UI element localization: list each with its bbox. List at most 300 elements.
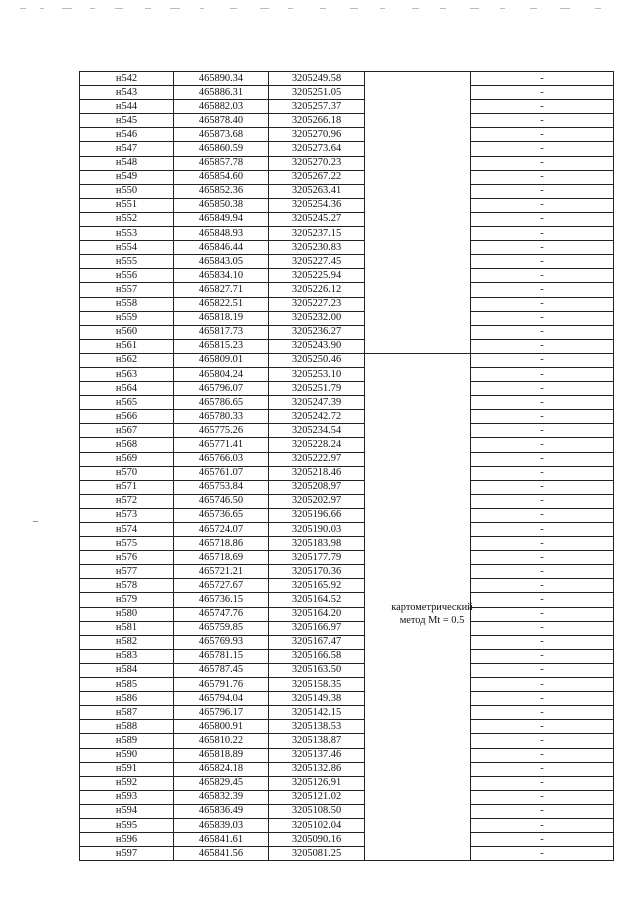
method-cell bbox=[365, 692, 471, 706]
y-coordinate-cell: 3205230.83 bbox=[269, 241, 365, 255]
note-cell: - bbox=[471, 198, 614, 212]
point-id-cell: н579 bbox=[80, 593, 174, 607]
method-cell bbox=[365, 241, 471, 255]
point-id-cell: н547 bbox=[80, 142, 174, 156]
method-cell bbox=[365, 184, 471, 198]
point-id-cell: н578 bbox=[80, 579, 174, 593]
y-coordinate-cell: 3205149.38 bbox=[269, 692, 365, 706]
table-row bbox=[80, 227, 614, 241]
table-row bbox=[80, 212, 614, 226]
note-cell: - bbox=[471, 396, 614, 410]
note-cell: - bbox=[471, 579, 614, 593]
y-coordinate-cell: 3205163.50 bbox=[269, 663, 365, 677]
note-cell: - bbox=[471, 748, 614, 762]
y-coordinate-cell: 3205254.36 bbox=[269, 198, 365, 212]
x-coordinate-cell: 465766.03 bbox=[174, 452, 269, 466]
point-id-cell: н576 bbox=[80, 551, 174, 565]
table-row bbox=[80, 748, 614, 762]
method-cell bbox=[365, 480, 471, 494]
scan-header-artifacts bbox=[20, 8, 620, 14]
point-id-cell: н557 bbox=[80, 283, 174, 297]
y-coordinate-cell: 3205138.53 bbox=[269, 720, 365, 734]
note-cell: - bbox=[471, 367, 614, 381]
table-row bbox=[80, 241, 614, 255]
x-coordinate-cell: 465786.65 bbox=[174, 396, 269, 410]
x-coordinate-cell: 465854.60 bbox=[174, 170, 269, 184]
x-coordinate-cell: 465818.89 bbox=[174, 748, 269, 762]
note-cell: - bbox=[471, 269, 614, 283]
method-cell bbox=[365, 523, 471, 537]
note-cell: - bbox=[471, 438, 614, 452]
x-coordinate-cell: 465860.59 bbox=[174, 142, 269, 156]
x-coordinate-cell: 465718.86 bbox=[174, 537, 269, 551]
note-cell: - bbox=[471, 593, 614, 607]
coordinates-table-body bbox=[80, 72, 614, 861]
table-row bbox=[80, 438, 614, 452]
method-cell bbox=[365, 635, 471, 649]
point-id-cell: н561 bbox=[80, 339, 174, 353]
y-coordinate-cell: 3205081.25 bbox=[269, 847, 365, 861]
y-coordinate-cell: 3205267.22 bbox=[269, 170, 365, 184]
table-row bbox=[80, 184, 614, 198]
method-cell bbox=[365, 114, 471, 128]
table-row bbox=[80, 410, 614, 424]
point-id-cell: н555 bbox=[80, 255, 174, 269]
y-coordinate-cell: 3205226.12 bbox=[269, 283, 365, 297]
point-id-cell: н553 bbox=[80, 227, 174, 241]
method-cell bbox=[365, 818, 471, 832]
table-row bbox=[80, 86, 614, 100]
note-cell: - bbox=[471, 86, 614, 100]
method-line-1: картометрический bbox=[391, 602, 473, 613]
x-coordinate-cell: 465846.44 bbox=[174, 241, 269, 255]
y-coordinate-cell: 3205249.58 bbox=[269, 72, 365, 86]
table-row bbox=[80, 706, 614, 720]
table-row bbox=[80, 325, 614, 339]
y-coordinate-cell: 3205227.23 bbox=[269, 297, 365, 311]
method-cell bbox=[365, 579, 471, 593]
table-row bbox=[80, 480, 614, 494]
table-row bbox=[80, 114, 614, 128]
note-cell: - bbox=[471, 621, 614, 635]
table-row bbox=[80, 847, 614, 861]
point-id-cell: н595 bbox=[80, 818, 174, 832]
method-cell bbox=[365, 438, 471, 452]
note-cell: - bbox=[471, 255, 614, 269]
x-coordinate-cell: 465817.73 bbox=[174, 325, 269, 339]
y-coordinate-cell: 3205138.87 bbox=[269, 734, 365, 748]
method-cell bbox=[365, 339, 471, 353]
method-cell bbox=[365, 311, 471, 325]
table-row bbox=[80, 466, 614, 480]
table-row bbox=[80, 142, 614, 156]
method-cell bbox=[365, 720, 471, 734]
point-id-cell: н554 bbox=[80, 241, 174, 255]
note-cell: - bbox=[471, 212, 614, 226]
note-cell: - bbox=[471, 565, 614, 579]
y-coordinate-cell: 3205170.36 bbox=[269, 565, 365, 579]
point-id-cell: н571 bbox=[80, 480, 174, 494]
x-coordinate-cell: 465727.67 bbox=[174, 579, 269, 593]
method-cell bbox=[365, 649, 471, 663]
point-id-cell: н594 bbox=[80, 804, 174, 818]
point-id-cell: н548 bbox=[80, 156, 174, 170]
y-coordinate-cell: 3205190.03 bbox=[269, 523, 365, 537]
point-id-cell: н581 bbox=[80, 621, 174, 635]
table-row bbox=[80, 269, 614, 283]
note-cell: - bbox=[471, 156, 614, 170]
point-id-cell: н558 bbox=[80, 297, 174, 311]
point-id-cell: н584 bbox=[80, 663, 174, 677]
y-coordinate-cell: 3205102.04 bbox=[269, 818, 365, 832]
y-coordinate-cell: 3205257.37 bbox=[269, 100, 365, 114]
x-coordinate-cell: 465882.03 bbox=[174, 100, 269, 114]
y-coordinate-cell: 3205121.02 bbox=[269, 790, 365, 804]
method-cell bbox=[365, 494, 471, 508]
point-id-cell: н590 bbox=[80, 748, 174, 762]
point-id-cell: н591 bbox=[80, 762, 174, 776]
point-id-cell: н565 bbox=[80, 396, 174, 410]
method-cell bbox=[365, 734, 471, 748]
note-cell: - bbox=[471, 480, 614, 494]
y-coordinate-cell: 3205165.92 bbox=[269, 579, 365, 593]
note-cell: - bbox=[471, 466, 614, 480]
y-coordinate-cell: 3205164.20 bbox=[269, 607, 365, 621]
y-coordinate-cell: 3205177.79 bbox=[269, 551, 365, 565]
x-coordinate-cell: 465818.19 bbox=[174, 311, 269, 325]
x-coordinate-cell: 465827.71 bbox=[174, 283, 269, 297]
note-cell: - bbox=[471, 410, 614, 424]
method-cell bbox=[365, 551, 471, 565]
table-row bbox=[80, 551, 614, 565]
method-cell bbox=[365, 297, 471, 311]
table-row bbox=[80, 156, 614, 170]
note-cell: - bbox=[471, 452, 614, 466]
note-cell: - bbox=[471, 353, 614, 367]
note-cell: - bbox=[471, 142, 614, 156]
note-cell: - bbox=[471, 790, 614, 804]
table-row bbox=[80, 339, 614, 353]
x-coordinate-cell: 465753.84 bbox=[174, 480, 269, 494]
table-row bbox=[80, 537, 614, 551]
point-id-cell: н567 bbox=[80, 424, 174, 438]
method-cell bbox=[365, 212, 471, 226]
point-id-cell: н559 bbox=[80, 311, 174, 325]
y-coordinate-cell: 3205164.52 bbox=[269, 593, 365, 607]
table-row bbox=[80, 311, 614, 325]
x-coordinate-cell: 465829.45 bbox=[174, 776, 269, 790]
method-cell bbox=[365, 466, 471, 480]
y-coordinate-cell: 3205196.66 bbox=[269, 508, 365, 522]
x-coordinate-cell: 465721.21 bbox=[174, 565, 269, 579]
point-id-cell: н583 bbox=[80, 649, 174, 663]
method-line-2: метод Mt = 0.5 bbox=[399, 615, 465, 626]
method-cell bbox=[365, 227, 471, 241]
table-row bbox=[80, 170, 614, 184]
note-cell: - bbox=[471, 635, 614, 649]
point-id-cell: н573 bbox=[80, 508, 174, 522]
method-cell bbox=[365, 678, 471, 692]
method-cell bbox=[365, 396, 471, 410]
method-cell bbox=[365, 382, 471, 396]
table-row bbox=[80, 72, 614, 86]
note-cell: - bbox=[471, 114, 614, 128]
note-cell: - bbox=[471, 170, 614, 184]
x-coordinate-cell: 465781.15 bbox=[174, 649, 269, 663]
note-cell: - bbox=[471, 847, 614, 861]
x-coordinate-cell: 465848.93 bbox=[174, 227, 269, 241]
x-coordinate-cell: 465886.31 bbox=[174, 86, 269, 100]
note-cell: - bbox=[471, 325, 614, 339]
y-coordinate-cell: 3205225.94 bbox=[269, 269, 365, 283]
note-cell: - bbox=[471, 100, 614, 114]
y-coordinate-cell: 3205270.23 bbox=[269, 156, 365, 170]
table-row bbox=[80, 297, 614, 311]
table-row bbox=[80, 833, 614, 847]
y-coordinate-cell: 3205090.16 bbox=[269, 833, 365, 847]
x-coordinate-cell: 465832.39 bbox=[174, 790, 269, 804]
x-coordinate-cell: 465736.65 bbox=[174, 508, 269, 522]
note-cell: - bbox=[471, 494, 614, 508]
note-cell: - bbox=[471, 227, 614, 241]
note-cell: - bbox=[471, 649, 614, 663]
point-id-cell: н596 bbox=[80, 833, 174, 847]
point-id-cell: н592 bbox=[80, 776, 174, 790]
y-coordinate-cell: 3205253.10 bbox=[269, 367, 365, 381]
method-cell bbox=[365, 198, 471, 212]
note-cell: - bbox=[471, 311, 614, 325]
table-row bbox=[80, 635, 614, 649]
point-id-cell: н586 bbox=[80, 692, 174, 706]
table-row bbox=[80, 579, 614, 593]
point-id-cell: н570 bbox=[80, 466, 174, 480]
method-cell bbox=[365, 748, 471, 762]
point-id-cell: н564 bbox=[80, 382, 174, 396]
x-coordinate-cell: 465810.22 bbox=[174, 734, 269, 748]
note-cell: - bbox=[471, 128, 614, 142]
y-coordinate-cell: 3205167.47 bbox=[269, 635, 365, 649]
x-coordinate-cell: 465761.07 bbox=[174, 466, 269, 480]
method-cell bbox=[365, 170, 471, 184]
method-cell bbox=[365, 804, 471, 818]
y-coordinate-cell: 3205132.86 bbox=[269, 762, 365, 776]
y-coordinate-cell: 3205234.54 bbox=[269, 424, 365, 438]
point-id-cell: н580 bbox=[80, 607, 174, 621]
method-cell bbox=[365, 452, 471, 466]
table-row bbox=[80, 494, 614, 508]
note-cell: - bbox=[471, 551, 614, 565]
point-id-cell: н560 bbox=[80, 325, 174, 339]
y-coordinate-cell: 3205243.90 bbox=[269, 339, 365, 353]
x-coordinate-cell: 465852.36 bbox=[174, 184, 269, 198]
method-cell bbox=[365, 762, 471, 776]
x-coordinate-cell: 465736.15 bbox=[174, 593, 269, 607]
point-id-cell: н562 bbox=[80, 353, 174, 367]
x-coordinate-cell: 465794.04 bbox=[174, 692, 269, 706]
x-coordinate-cell: 465809.01 bbox=[174, 353, 269, 367]
method-cell bbox=[365, 86, 471, 100]
method-cell bbox=[365, 833, 471, 847]
x-coordinate-cell: 465841.61 bbox=[174, 833, 269, 847]
x-coordinate-cell: 465815.23 bbox=[174, 339, 269, 353]
point-id-cell: н572 bbox=[80, 494, 174, 508]
x-coordinate-cell: 465873.68 bbox=[174, 128, 269, 142]
x-coordinate-cell: 465843.05 bbox=[174, 255, 269, 269]
x-coordinate-cell: 465747.76 bbox=[174, 607, 269, 621]
method-cell bbox=[365, 508, 471, 522]
table-row bbox=[80, 565, 614, 579]
method-cell bbox=[365, 325, 471, 339]
x-coordinate-cell: 465836.49 bbox=[174, 804, 269, 818]
point-id-cell: н597 bbox=[80, 847, 174, 861]
point-id-cell: н569 bbox=[80, 452, 174, 466]
y-coordinate-cell: 3205227.45 bbox=[269, 255, 365, 269]
note-cell: - bbox=[471, 537, 614, 551]
point-id-cell: н588 bbox=[80, 720, 174, 734]
point-id-cell: н549 bbox=[80, 170, 174, 184]
table-row bbox=[80, 818, 614, 832]
x-coordinate-cell: 465804.24 bbox=[174, 367, 269, 381]
note-cell: - bbox=[471, 283, 614, 297]
y-coordinate-cell: 3205222.97 bbox=[269, 452, 365, 466]
x-coordinate-cell: 465841.56 bbox=[174, 847, 269, 861]
method-cell bbox=[365, 847, 471, 861]
table-row bbox=[80, 621, 614, 635]
y-coordinate-cell: 3205245.27 bbox=[269, 212, 365, 226]
method-cell bbox=[365, 156, 471, 170]
x-coordinate-cell: 465878.40 bbox=[174, 114, 269, 128]
method-cell bbox=[365, 537, 471, 551]
method-cell bbox=[365, 424, 471, 438]
note-cell: - bbox=[471, 72, 614, 86]
y-coordinate-cell: 3205251.05 bbox=[269, 86, 365, 100]
point-id-cell: н551 bbox=[80, 198, 174, 212]
table-row bbox=[80, 396, 614, 410]
y-coordinate-cell: 3205166.58 bbox=[269, 649, 365, 663]
x-coordinate-cell: 465724.07 bbox=[174, 523, 269, 537]
point-id-cell: н566 bbox=[80, 410, 174, 424]
y-coordinate-cell: 3205137.46 bbox=[269, 748, 365, 762]
method-cell bbox=[365, 72, 471, 86]
x-coordinate-cell: 465796.17 bbox=[174, 706, 269, 720]
point-id-cell: н563 bbox=[80, 367, 174, 381]
note-cell: - bbox=[471, 804, 614, 818]
table-row bbox=[80, 649, 614, 663]
table-row bbox=[80, 607, 614, 621]
point-id-cell: н582 bbox=[80, 635, 174, 649]
x-coordinate-cell: 465850.38 bbox=[174, 198, 269, 212]
note-cell: - bbox=[471, 297, 614, 311]
x-coordinate-cell: 465890.34 bbox=[174, 72, 269, 86]
point-id-cell: н593 bbox=[80, 790, 174, 804]
x-coordinate-cell: 465780.33 bbox=[174, 410, 269, 424]
table-row bbox=[80, 776, 614, 790]
x-coordinate-cell: 465746.50 bbox=[174, 494, 269, 508]
table-row bbox=[80, 128, 614, 142]
y-coordinate-cell: 3205242.72 bbox=[269, 410, 365, 424]
point-id-cell: н542 bbox=[80, 72, 174, 86]
method-cell bbox=[365, 663, 471, 677]
y-coordinate-cell: 3205273.64 bbox=[269, 142, 365, 156]
note-cell: - bbox=[471, 184, 614, 198]
table-row bbox=[80, 790, 614, 804]
note-cell: - bbox=[471, 607, 614, 621]
table-row bbox=[80, 508, 614, 522]
point-id-cell: н546 bbox=[80, 128, 174, 142]
table-row bbox=[80, 198, 614, 212]
x-coordinate-cell: 465791.76 bbox=[174, 678, 269, 692]
coordinates-table bbox=[79, 71, 614, 861]
y-coordinate-cell: 3205202.97 bbox=[269, 494, 365, 508]
point-id-cell: н585 bbox=[80, 678, 174, 692]
table-row bbox=[80, 804, 614, 818]
y-coordinate-cell: 3205247.39 bbox=[269, 396, 365, 410]
table-row bbox=[80, 100, 614, 114]
method-cell-text bbox=[376, 601, 488, 627]
point-id-cell: н545 bbox=[80, 114, 174, 128]
y-coordinate-cell: 3205232.00 bbox=[269, 311, 365, 325]
scan-margin-mark bbox=[33, 521, 38, 522]
method-cell bbox=[365, 367, 471, 381]
table-row bbox=[80, 283, 614, 297]
table-row bbox=[80, 353, 614, 367]
x-coordinate-cell: 465759.85 bbox=[174, 621, 269, 635]
x-coordinate-cell: 465718.69 bbox=[174, 551, 269, 565]
x-coordinate-cell: 465796.07 bbox=[174, 382, 269, 396]
method-cell bbox=[365, 283, 471, 297]
point-id-cell: н575 bbox=[80, 537, 174, 551]
table-row bbox=[80, 382, 614, 396]
method-cell bbox=[365, 776, 471, 790]
y-coordinate-cell: 3205158.35 bbox=[269, 678, 365, 692]
table-row bbox=[80, 593, 614, 607]
x-coordinate-cell: 465771.41 bbox=[174, 438, 269, 452]
x-coordinate-cell: 465822.51 bbox=[174, 297, 269, 311]
method-cell bbox=[365, 255, 471, 269]
y-coordinate-cell: 3205237.15 bbox=[269, 227, 365, 241]
y-coordinate-cell: 3205250.46 bbox=[269, 353, 365, 367]
note-cell: - bbox=[471, 678, 614, 692]
x-coordinate-cell: 465824.18 bbox=[174, 762, 269, 776]
method-cell bbox=[365, 706, 471, 720]
note-cell: - bbox=[471, 523, 614, 537]
x-coordinate-cell: 465775.26 bbox=[174, 424, 269, 438]
y-coordinate-cell: 3205263.41 bbox=[269, 184, 365, 198]
note-cell: - bbox=[471, 508, 614, 522]
y-coordinate-cell: 3205166.97 bbox=[269, 621, 365, 635]
note-cell: - bbox=[471, 663, 614, 677]
method-cell bbox=[365, 410, 471, 424]
table-row bbox=[80, 367, 614, 381]
point-id-cell: н574 bbox=[80, 523, 174, 537]
y-coordinate-cell: 3205218.46 bbox=[269, 466, 365, 480]
table-row bbox=[80, 720, 614, 734]
method-cell bbox=[365, 790, 471, 804]
y-coordinate-cell: 3205236.27 bbox=[269, 325, 365, 339]
y-coordinate-cell: 3205208.97 bbox=[269, 480, 365, 494]
point-id-cell: н589 bbox=[80, 734, 174, 748]
y-coordinate-cell: 3205228.24 bbox=[269, 438, 365, 452]
point-id-cell: н544 bbox=[80, 100, 174, 114]
x-coordinate-cell: 465857.78 bbox=[174, 156, 269, 170]
note-cell: - bbox=[471, 339, 614, 353]
table-row bbox=[80, 692, 614, 706]
note-cell: - bbox=[471, 424, 614, 438]
note-cell: - bbox=[471, 776, 614, 790]
note-cell: - bbox=[471, 720, 614, 734]
table-row bbox=[80, 523, 614, 537]
method-cell bbox=[365, 269, 471, 283]
